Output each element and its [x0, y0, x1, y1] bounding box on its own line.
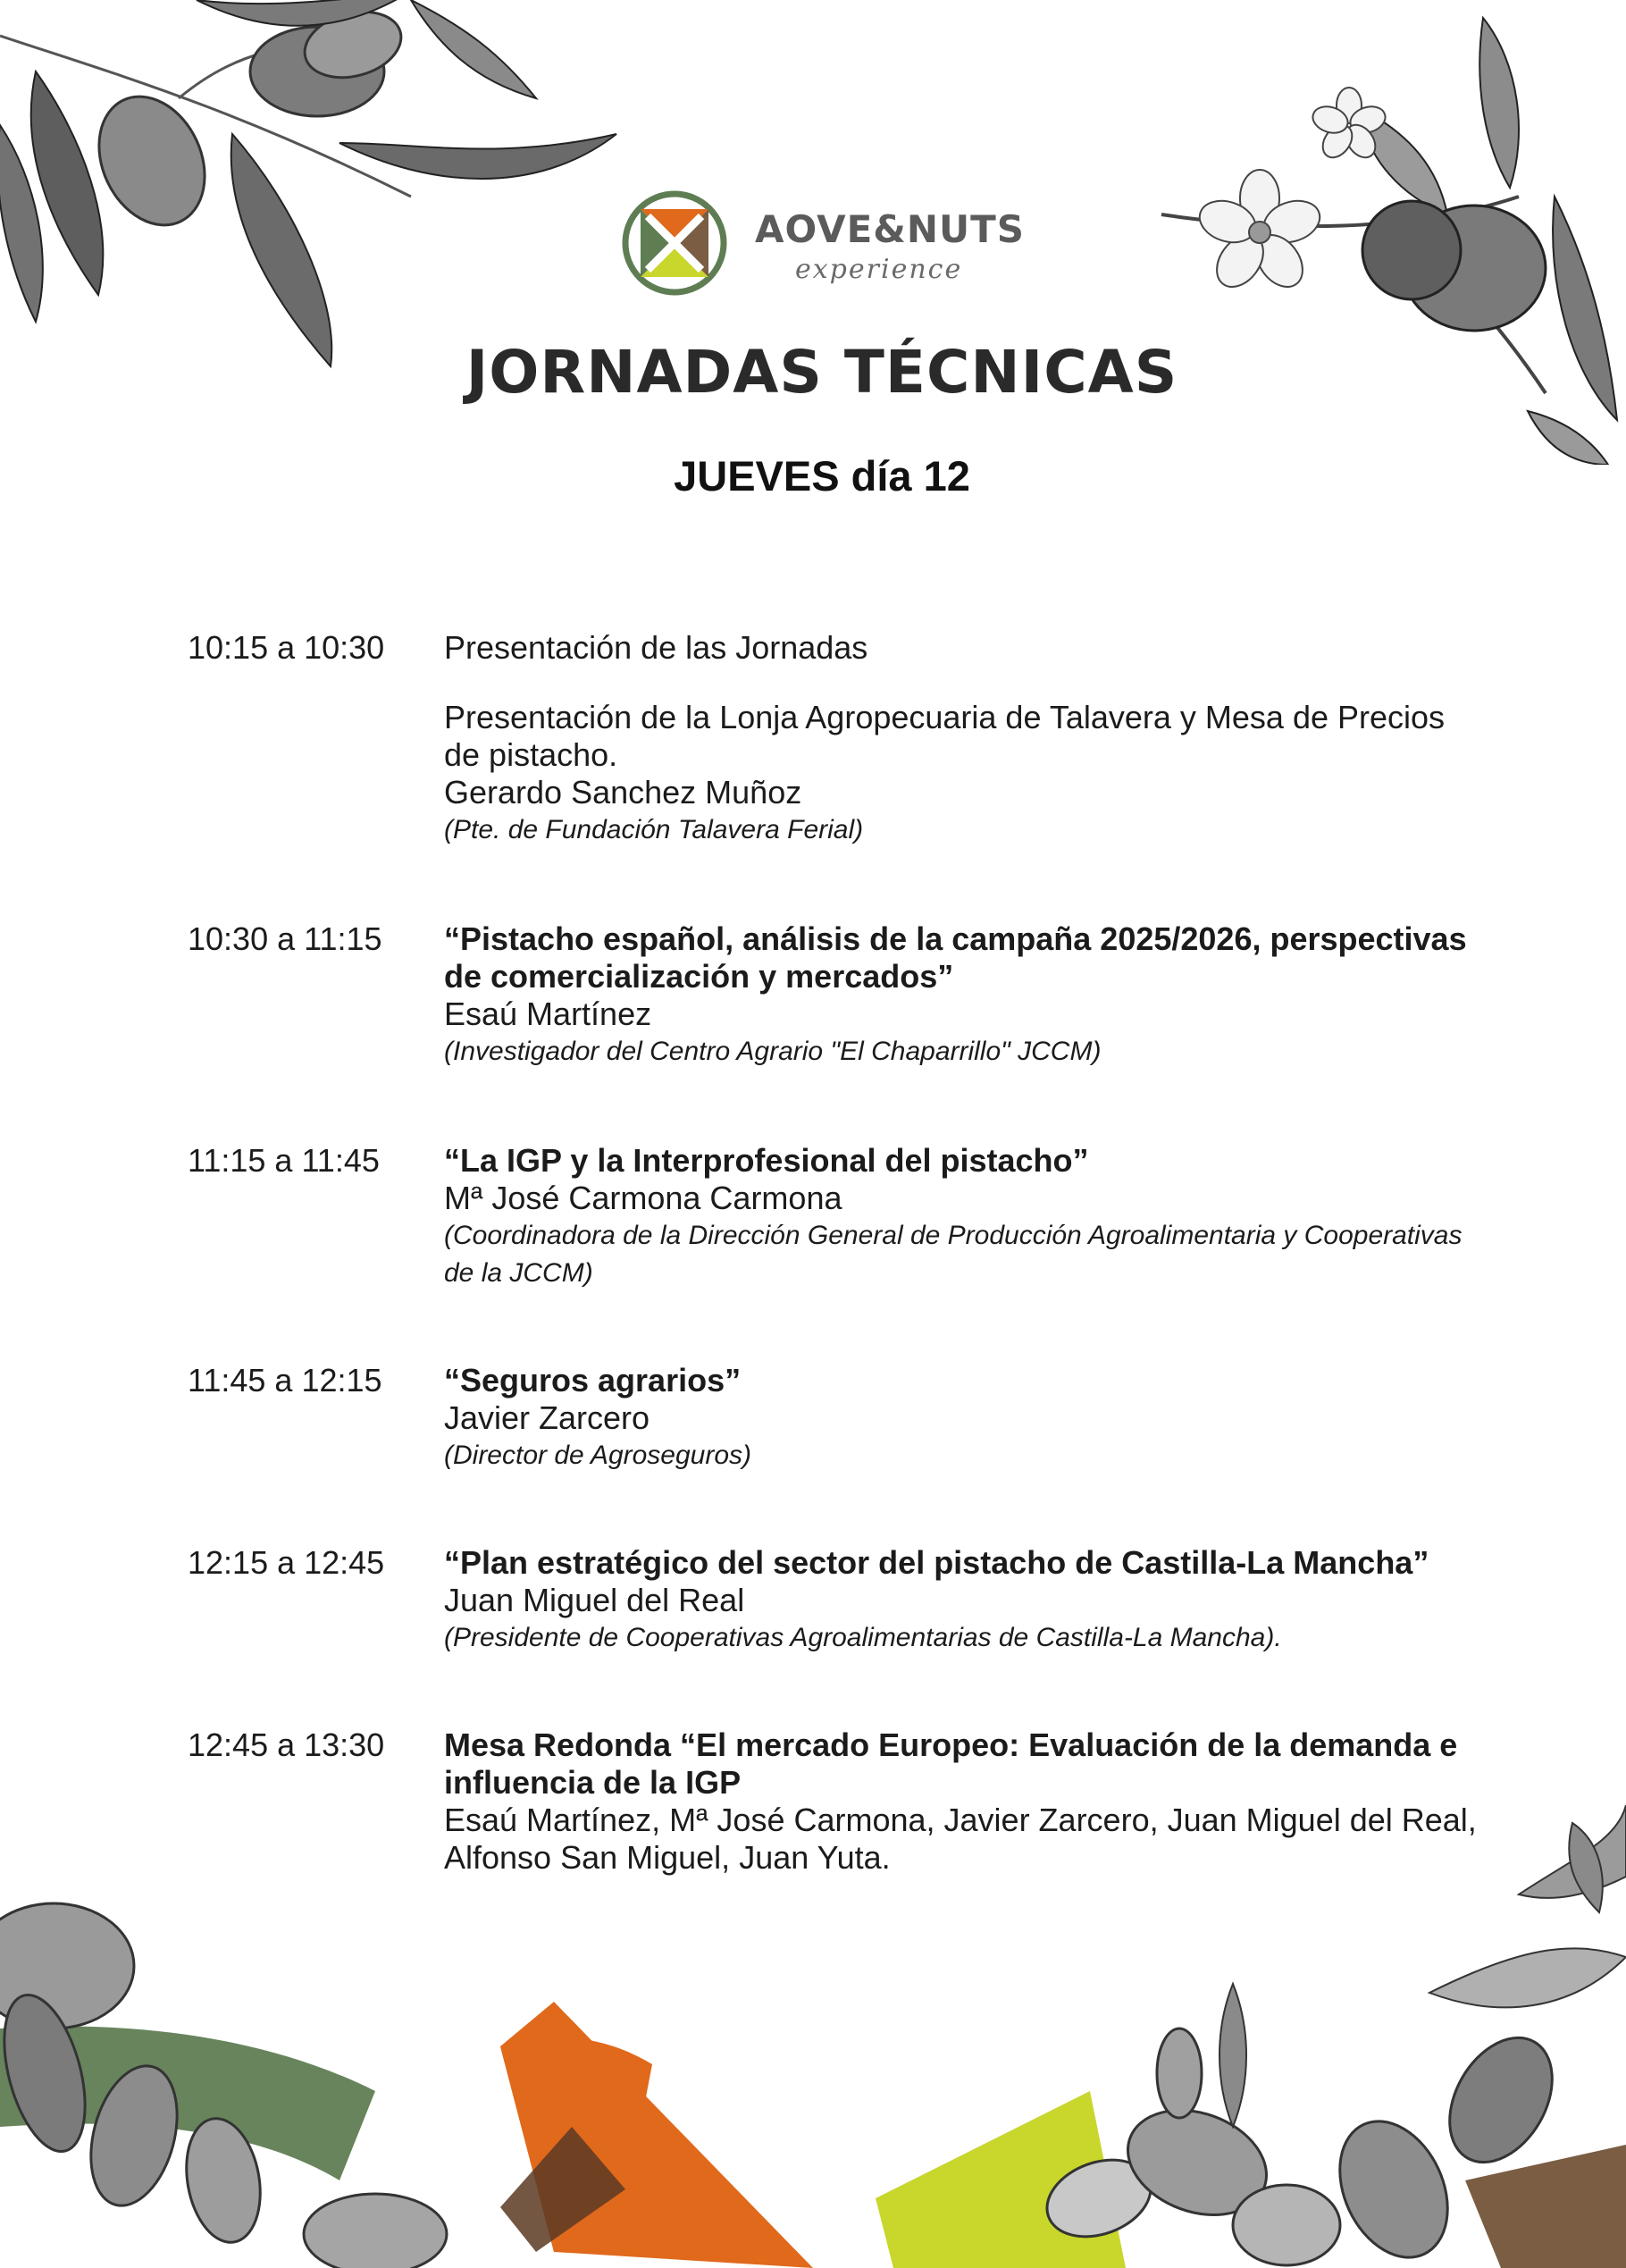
logo-mark-icon — [621, 189, 728, 297]
session-time: 11:15 a 11:45 — [188, 1142, 380, 1179]
session-speaker: Mª José Carmona Carmona — [444, 1180, 842, 1216]
session-affiliation: (Director de Agroseguros) — [444, 1441, 752, 1470]
session-affiliation: (Investigador del Centro Agrario "El Chaparrillo" JCCM) — [444, 1037, 1102, 1066]
session-time: 12:45 a 13:30 — [188, 1726, 385, 1763]
session-speaker: Javier Zarcero — [444, 1399, 650, 1436]
session-time: 11:45 a 12:15 — [188, 1362, 382, 1399]
logo-brand-text: AOVE&NUTS — [755, 207, 1026, 251]
session-time: 10:15 a 10:30 — [188, 629, 385, 666]
session-speaker: Esaú Martínez — [444, 995, 652, 1032]
session-title: Mesa Redonda “El mercado Europeo: Evaluación de la demanda e influencia de la IGP — [444, 1726, 1458, 1801]
session-affiliation: (Presidente de Cooperativas Agroalimentarias de Castilla-La Mancha). — [444, 1623, 1282, 1652]
day-heading: JUEVES día 12 — [674, 452, 970, 500]
session-time: 12:15 a 12:45 — [188, 1544, 385, 1581]
session-title: “Seguros agrarios” — [444, 1362, 742, 1399]
session-title: “La IGP y la Interprofesional del pistacho” — [444, 1142, 1089, 1179]
nuts-and-bands-illustration — [0, 1805, 1626, 2268]
session-speakers: Esaú Martínez, Mª José Carmona, Javier Zarcero, Juan Miguel del Real, Alfonso San Miguel, Juan Yuta. — [444, 1802, 1477, 1876]
session-speaker: Gerardo Sanchez Muñoz — [444, 774, 802, 811]
page-title: JORNADAS TÉCNICAS — [465, 338, 1178, 407]
session-title: Presentación de las Jornadas — [444, 629, 868, 666]
session-title: “Plan estratégico del sector del pistacho de Castilla-La Mancha” — [444, 1544, 1429, 1581]
session-affiliation: (Pte. de Fundación Talavera Ferial) — [444, 815, 864, 844]
session-affiliation: (Coordinadora de la Dirección General de Producción Agroalimentaria y Cooperativas de la JCCM) — [444, 1221, 1463, 1288]
session-speaker: Juan Miguel del Real — [444, 1582, 745, 1618]
aove-nuts-logo — [621, 189, 1041, 297]
session-description: Presentación de la Lonja Agropecuaria de Talavera y Mesa de Precios de pistacho. — [444, 699, 1446, 773]
session-time: 10:30 a 11:15 — [188, 920, 382, 957]
olive-branch-illustration — [0, 0, 643, 375]
logo-subtitle-text: experience — [795, 254, 963, 285]
session-title: “Pistacho español, análisis de la campaña 2025/2026, perspectivas de comercialización y mercados” — [444, 920, 1467, 995]
